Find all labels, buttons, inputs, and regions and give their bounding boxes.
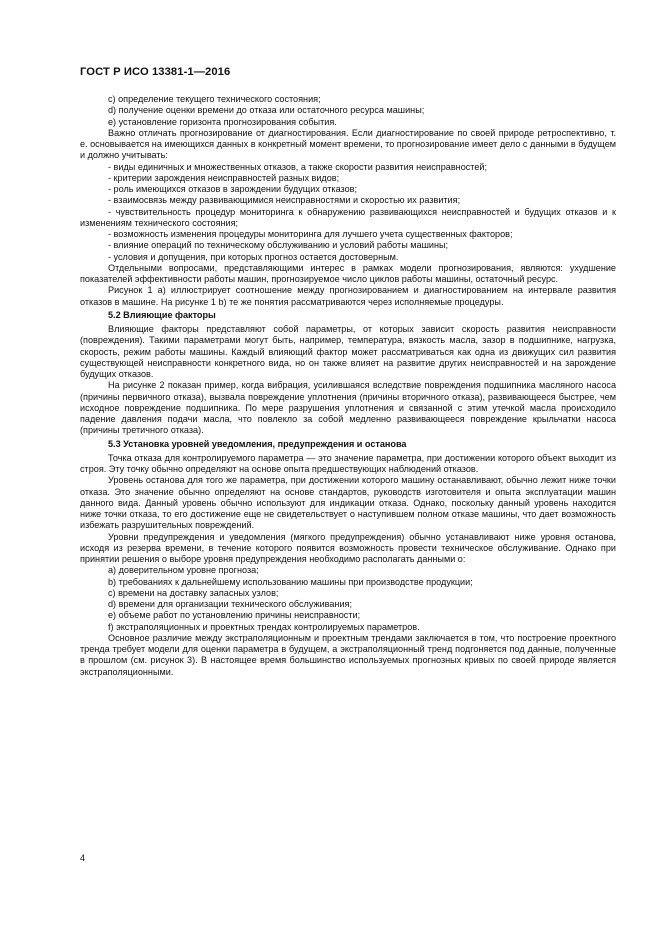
list-item: c) времени на доставку запасных узлов; bbox=[108, 587, 279, 598]
dash-item: - взаимосвязь между развивающимися неисправностями и скоростью их развития; bbox=[108, 195, 461, 206]
dash-item: - влияние операций по техническому обслуживанию и условий работы машины; bbox=[108, 240, 449, 251]
dash-item: - чувствительность процедур мониторинга к обнаружению развивающихся неисправностей и будущих отказов и к изменениям технического состояния; bbox=[80, 206, 616, 228]
list-item: c) определение текущего технического состояния; bbox=[108, 94, 321, 104]
list-item: f) экстраполяционных и проектных трендах контролируемых параметров. bbox=[108, 621, 420, 632]
document-header: ГОСТ Р ИСО 13381-1—2016 bbox=[80, 66, 231, 78]
paragraph-trends: Основное различие между экстраполяционным и проектным трендами заключается в том, что построение проектного тренда требует модели для оценки параметра в будущем, а экстраполяционный тренд подгоняется под данные, полученные в прошлом (см. рисунок 3). В настоящее время большинство используемых прогнозных кривых по своей природе является экстраполяционными. bbox=[80, 632, 616, 677]
list-item: e) установление горизонта прогнозирования события. bbox=[108, 116, 337, 127]
list-item: d) получение оценки времени до отказа или остаточного ресурса машины; bbox=[108, 105, 425, 116]
dash-item: - роль имеющихся отказов в зарождении будущих отказов; bbox=[108, 184, 358, 194]
paragraph-shutdown-level: Уровень останова для того же параметра, при достижении которого машину останавливают, обычно лежит ниже точки отказа. Это значение обычно определяют на основе стандартов, руководств изготовителя и опыта эксплуатации машин данного вида. Данный уровень обычно используют для индикации отказа. Однако, поскольку данный уровень находится ниже точки отказа, то его достижение еще не свидетельствует о наступившем полном отказе машины, что дает возможность избежать разрушительных повреждений. bbox=[80, 475, 616, 531]
dash-item: - виды единичных и множественных отказов, а также скорости развития неисправностей; bbox=[108, 161, 488, 172]
paragraph-failure-point: Точка отказа для контролируемого параметра — это значение параметра, при достижении которого объект выходит из строя. Эту точку обычно определяют на основе опыта предшествующих наблюдений отказов. bbox=[80, 452, 616, 474]
paragraph-diagnostics: Важно отличать прогнозирование от диагностирования. Если диагностирование по своей природе ретроспективно, т. е. основывается на имеющихся данных в конкретный момент времени, то прогнозирование имеет дело с данными в будущем и должно учитывать: bbox=[80, 127, 616, 161]
dash-item: - возможность изменения процедуры мониторинга для лучшего учета существенных факторов; bbox=[108, 229, 513, 239]
dash-item: - условия и допущения, при которых прогноз остается достоверным. bbox=[108, 251, 399, 262]
paragraph-separate-questions: Отдельными вопросами, представляющими интерес в рамках модели прогнозирования, являются: ухудшение показателей эффективности работы машин, прогнозируемое число циклов работы машины, остаточный ресурс. bbox=[80, 262, 616, 284]
section-heading-5-2: 5.2 Влияющие факторы bbox=[108, 309, 216, 320]
section-heading-5-3: 5.3 Установка уровней уведомления, предупреждения и останова bbox=[108, 438, 407, 449]
dash-item: - критерии зарождения неисправностей разных видов; bbox=[108, 172, 340, 183]
paragraph-influencing-factors: Влияющие факторы представляют собой параметры, от которых зависит скорость развития неисправности (повреждения). Такими параметрами могут быть, например, температура, вязкость масла, зазор в подшипнике, нагрузка, скорость, режим работы машины. Каждый влияющий фактор может рассматриваться как одна из движущих сил развития существующей неисправности конкретного вида, но он также влияет на развитие других неисправностей и на зарождение будущих отказов. bbox=[80, 324, 616, 379]
paragraph-figure-2: На рисунке 2 показан пример, когда вибрация, усилившаяся вследствие повреждения подшипника масляного насоса (причины первичного отказа), вызвала повреждение уплотнения (причины вторичного отказа), развивающееся быстрее, чем исходное повреждение подшипника. По мере разрушения уплотнения и связанной с этим утечкой масла происходило падение давления подачи масла, что повлекло за собой медленно развивающееся повреждение крыльчатки насоса (причины третичного отказа). bbox=[80, 380, 616, 436]
list-item: d) времени для организации технического обслуживания; bbox=[108, 599, 352, 609]
paragraph-warning-levels: Уровни предупреждения и уведомления (мягкого предупреждения) обычно устанавливают ниже уровня останова, исходя из резерва времени, в течение которого появится возможность провести техническое обслуживание. Однако при принятии решения о выборе уровня предупреждения необходимо располагать данными о: bbox=[80, 531, 616, 564]
paragraph-figure-1: Рисунок 1 a) иллюстрирует соотношение между прогнозированием и диагностированием на интервале развития отказов в машине. На рисунке 1 b) те же понятия рассматриваются через исполняемые процедуры. bbox=[80, 285, 616, 307]
list-item: e) объеме работ по установлению причины неисправности; bbox=[108, 610, 361, 621]
list-item: b) требованиях к дальнейшему использованию машины при производстве продукции; bbox=[108, 576, 473, 587]
page-number: 4 bbox=[80, 853, 86, 863]
page-body bbox=[80, 94, 616, 678]
list-item: a) доверительном уровне прогноза; bbox=[108, 565, 259, 576]
